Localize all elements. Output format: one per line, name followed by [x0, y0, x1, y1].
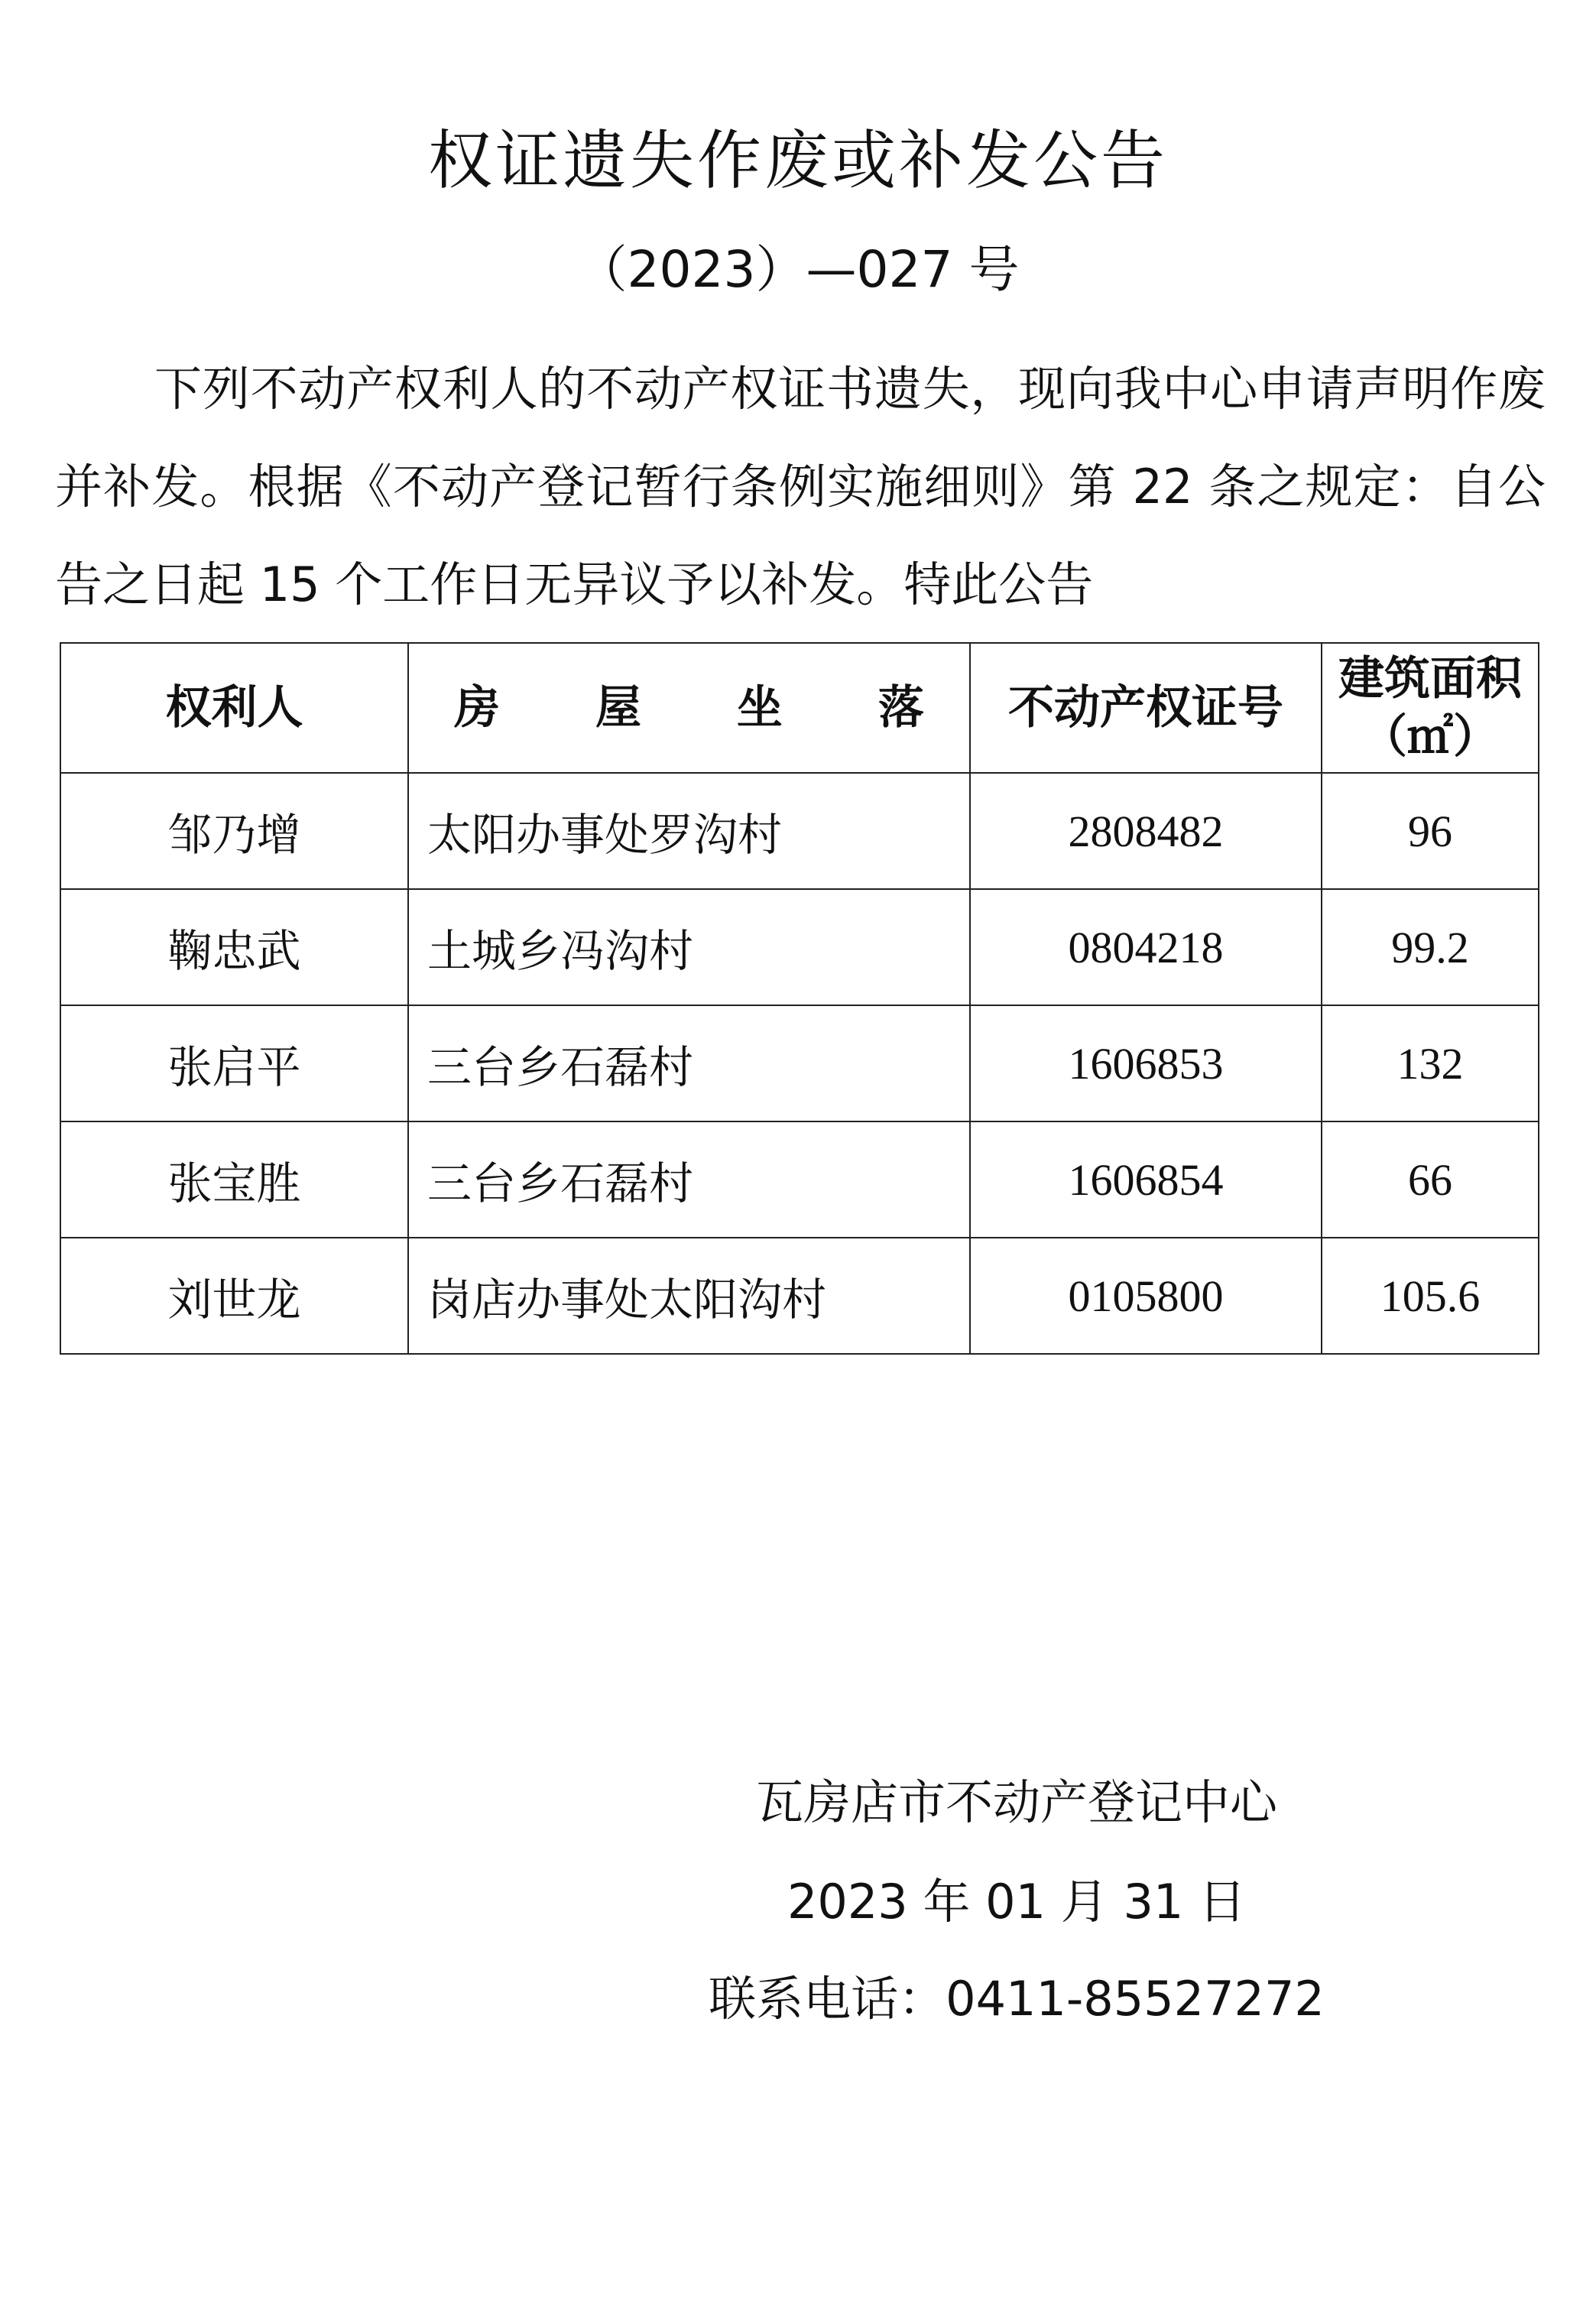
location-cell: 三台乡石磊村 — [408, 1121, 970, 1238]
owner-cell: 鞠忠武 — [60, 889, 408, 1005]
area-cell: 99.2 — [1322, 889, 1539, 1005]
area-cell: 105.6 — [1322, 1238, 1539, 1354]
header-area-unit: （㎡） — [1361, 710, 1499, 764]
table-row — [60, 1238, 1539, 1354]
owner-cell: 刘世龙 — [60, 1238, 408, 1354]
certificate-cell: 0804218 — [970, 889, 1322, 1005]
issue-date: 2023 年 01 月 31 日 — [787, 1874, 1247, 1930]
table-row — [60, 889, 1539, 1005]
owner-cell: 张启平 — [60, 1005, 408, 1121]
owner-cell: 张宝胜 — [60, 1121, 408, 1238]
header-area — [1322, 643, 1539, 773]
certificate-cell: 1606854 — [970, 1121, 1322, 1238]
notice-title: 权证遗失作废或补发公告 — [427, 123, 1168, 198]
area-cell: 66 — [1322, 1121, 1539, 1238]
certificate-cell: 1606853 — [970, 1005, 1322, 1121]
table-row — [60, 1005, 1539, 1121]
location-cell: 太阳办事处罗沟村 — [408, 773, 970, 889]
area-cell: 132 — [1322, 1005, 1539, 1121]
location-cell: 岗店办事处太阳沟村 — [408, 1238, 970, 1354]
location-cell: 土城乡冯沟村 — [408, 889, 970, 1005]
owner-cell: 邹乃增 — [60, 773, 408, 889]
table-row — [60, 773, 1539, 889]
location-cell: 三台乡石磊村 — [408, 1005, 970, 1121]
header-location-label: 房 屋 坐 落 — [454, 681, 964, 735]
table-row — [60, 1121, 1539, 1238]
table-header-row — [60, 643, 1539, 773]
document-number: （2023）—027 号 — [576, 240, 1020, 299]
header-certificate: 不动产权证号 — [970, 643, 1322, 773]
lost-certificate-table — [60, 642, 1539, 1355]
notice-body: 下列不动产权利人的不动产权证书遗失，现向我中心申请声明作废并补发。根据《不动产登记暂行条例实施细则》第 22 条之规定：自公告之日起 15 个工作日无异议予以补发。特此公告 — [55, 361, 1546, 612]
contact-phone: 联系电话：0411-85527272 — [709, 1971, 1325, 2027]
header-owner: 权利人 — [60, 643, 408, 773]
issuing-organization: 瓦房店市不动产登记中心 — [755, 1774, 1277, 1830]
certificate-cell: 2808482 — [970, 773, 1322, 889]
area-cell: 96 — [1322, 773, 1539, 889]
certificate-cell: 0105800 — [970, 1238, 1322, 1354]
header-location — [408, 643, 970, 773]
header-area-label: 建筑面积 — [1338, 652, 1522, 706]
